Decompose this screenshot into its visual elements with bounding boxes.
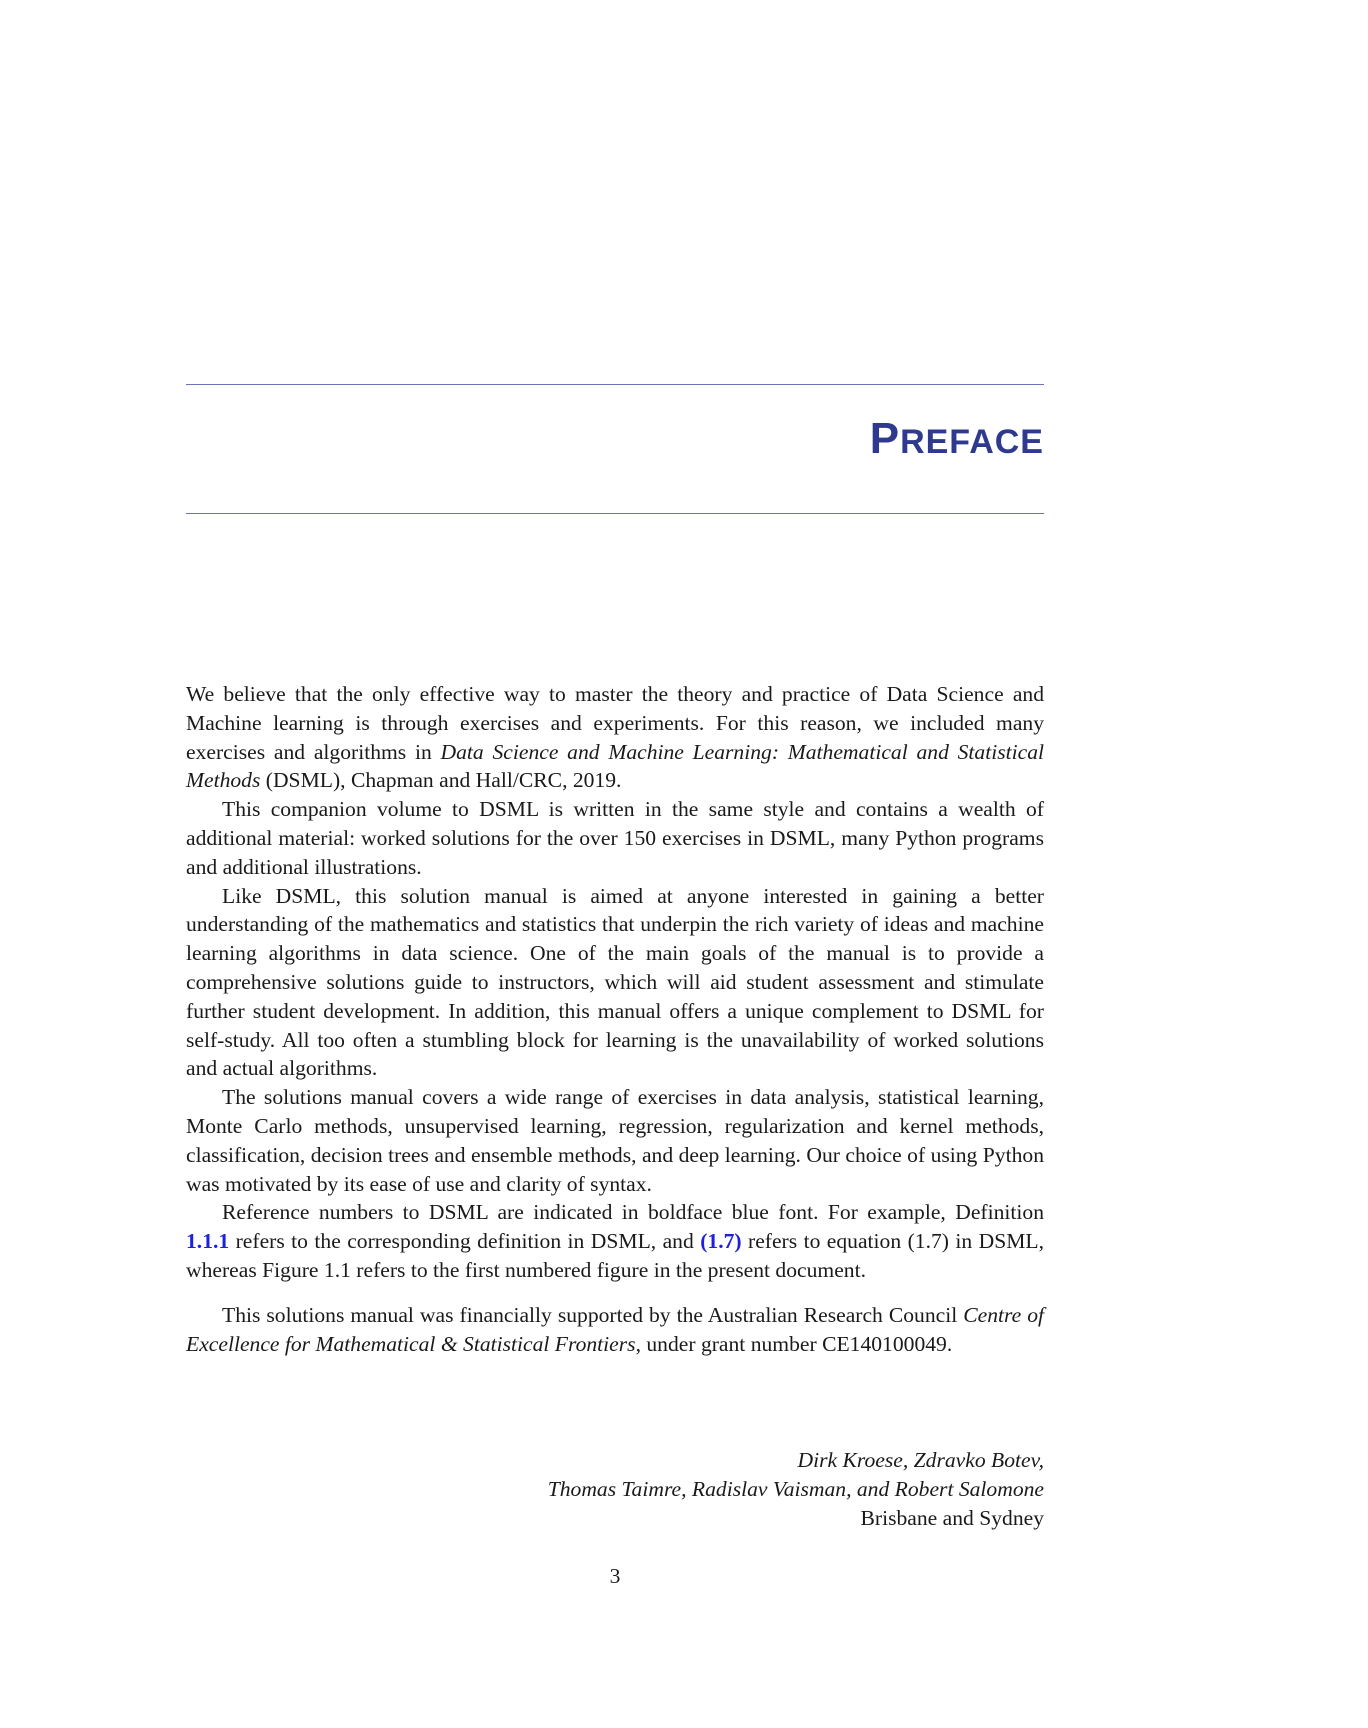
paragraph-1 <box>186 680 1044 795</box>
paragraph-3: Like DSML, this solution manual is aimed at anyone interested in gaining a better understanding of the mathematics and statistics that underpin the rich variety of ideas and machine learning algorithms in data science. One of the main goals of the manual is to provide a comprehensive solutions guide to instructors, which will aid student assessment and stimulate further student development. In addition, this manual offers a unique complement to DSML for self-study. All too often a stumbling block for learning is the unavailability of worked solutions and actual algorithms. <box>186 883 1044 1081</box>
paragraph-5-text-c: refers to equation (1.7) in DSML, whereas Figure 1.1 refers to the first numbered figure in the present document. <box>186 1229 1044 1282</box>
paragraph-5-text-a: Reference numbers to DSML are indicated in boldface blue font. For example, Definition <box>222 1200 1044 1225</box>
paragraph-6 <box>186 1301 1044 1359</box>
paragraph-1-text-a: We believe that the only effective way to master the theory and practice of Data Science and Machine learning is through exercises and experiments. For this reason, we included many exercises and algorithms in <box>186 682 1044 764</box>
signature-authors-line-2: Thomas Taimre, Radislav Vaisman, and Robert Salomone <box>547 1476 1044 1501</box>
page-number: 3 <box>609 1564 621 1588</box>
chapter-title <box>186 414 1044 467</box>
paragraph-5-text-b: refers to the corresponding definition in DSML, and <box>229 1229 701 1254</box>
paragraph-1-text-b: (DSML), Chapman and Hall/CRC, 2019. <box>260 768 622 793</box>
signature-authors-line-1: Dirk Kroese, Zdravko Botev, <box>797 1448 1044 1472</box>
paragraph-6-text-a: This solutions manual was financially supported by the Australian Research Council <box>222 1302 964 1327</box>
signature-location: Brisbane and Sydney <box>860 1505 1044 1530</box>
chapter-title-rest: REFACE <box>900 423 1044 461</box>
chapter-title-initial: P <box>869 414 901 463</box>
paragraph-2: This companion volume to DSML is written in the same style and contains a wealth of additional material: worked solutions for the over 150 exercises in DSML, many Python programs and additional illustrations. <box>186 797 1044 879</box>
signature-block <box>186 1446 1044 1532</box>
definition-reference-link[interactable]: 1.1.1 <box>186 1229 230 1254</box>
preface-body <box>186 680 1044 1358</box>
book-title: Data Science and Machine Learning: Mathematical and Statistical Methods <box>186 739 1044 793</box>
paragraph-6-text-b: , under grant number CE140100049. <box>635 1331 953 1356</box>
top-rule <box>186 384 1044 385</box>
centre-name: Centre of Excellence for Mathematical & Statistical Frontiers <box>186 1302 1044 1356</box>
bottom-rule <box>186 513 1044 514</box>
paragraph-4: The solutions manual covers a wide range of exercises in data analysis, statistical learning, Monte Carlo methods, unsupervised learning, regression, regularization and kernel methods, classification, decision trees and ensemble methods, and deep learning. Our choice of using Python was motivated by its ease of use and clarity of syntax. <box>186 1085 1044 1196</box>
paragraph-5 <box>186 1198 1044 1284</box>
equation-reference-link[interactable]: (1.7) <box>700 1229 742 1254</box>
